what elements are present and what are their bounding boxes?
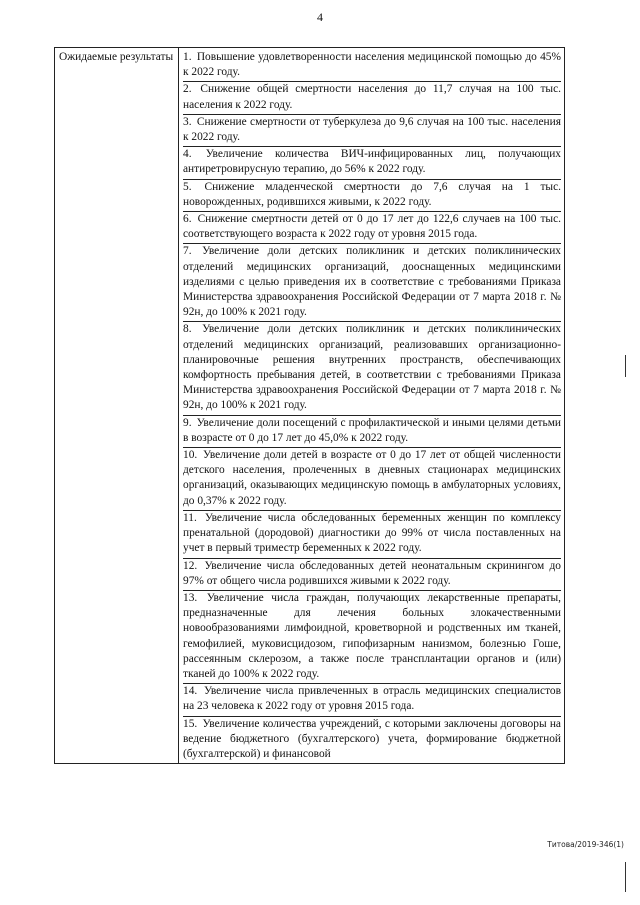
page-number: 4 [317,10,323,24]
result-item-text: Снижение общей смертности населения до 11,7 случая на 100 тыс. населения к 2022 году. [183,83,561,111]
row-label: Ожидаемые результаты [55,48,179,764]
result-item [183,50,561,82]
expected-results-table [54,47,565,764]
result-item-number: 3. [183,115,192,128]
result-item-text: Увеличение числа обследованных детей неонатальным скринингом до 97% от общего числа родившихся живыми к 2022 году. [183,559,561,587]
result-item-number: 11. [183,511,197,524]
result-item [183,511,561,559]
result-item-text: Повышение удовлетворенности населения медицинской помощью до 45% к 2022 году. [183,51,561,79]
result-item-number: 9. [183,416,192,429]
result-item-number: 4. [183,148,192,161]
result-item [183,180,561,212]
result-item-text: Увеличение числа привлеченных в отрасль медицинских специалистов на 23 человека к 2022 году от уровня 2015 года. [183,685,561,713]
table-row [55,48,565,764]
results-list [179,48,565,764]
result-item-text: Снижение младенческой смертности до 7,6 случая на 1 тыс. новорожденных, родившихся живыми, к 2022 году. [183,180,561,208]
result-item-number: 10. [183,449,198,462]
result-item-text: Увеличение доли детских поликлиник и детских поликлинических отделений медицинских организаций, реализовавших организационно-планировочные решения внутренних пространств, обеспечивающих комфортность пребывания детей, в соответствии с требованиями Приказа Министерства здравоохранения Российской Федерации от 7 марта 2018 г. № 92н, до 100% к 2021 году. [183,323,561,412]
result-item [183,147,561,179]
result-item-number: 12. [183,559,198,572]
scan-margin-mark [625,355,626,377]
result-item [183,115,561,147]
result-item-number: 2. [183,83,192,96]
document-code: Титова/2019-346(1) [547,840,624,849]
result-item-number: 7. [183,245,192,258]
result-item [183,212,561,244]
result-item-number: 6. [183,213,192,226]
result-item-number: 1. [183,51,192,63]
result-item-number: 13. [183,591,198,604]
result-item-text: Увеличение доли посещений с профилактической и иными целями детьми в возрасте от 0 до 17 лет до 45,0% к 2022 году. [183,416,561,444]
result-item-text: Увеличение доли детских поликлиник и детских поликлинических отделений медицинских организаций, дооснащенных медицинскими изделиями с целью приведения их в соответствие с требованиями Приказа Министерства здравоохранения Российской Федерации от 7 марта 2018 г. № 92н, до 100% к 2021 году. [183,245,561,319]
result-item [183,448,561,511]
scan-margin-mark [625,862,626,892]
result-item-text: Снижение смертности от туберкулеза до 9,6 случая на 100 тыс. населения к 2022 году. [183,115,561,144]
result-item-text: Увеличение количества учреждений, с которыми заключены договоры на ведение бюджетного (бухгалтерского) учета, формирование бюджетной (бухгалтерской) и финансовой [183,717,561,760]
result-item-text: Увеличение числа граждан, получающих лекарственные препараты, предназначенные для лечения больных злокачественными новообразованиями лимфоидной, кроветворной и родственных им тканей, гемофилией, муковисцидозом, гипофизарным нанизмом, болезнью Гоше, рассеянным склерозом, а также после трансплантации органов и (или) тканей до 100% к 2022 году. [183,591,561,680]
result-item-text: Увеличение доли детей в возрасте от 0 до 17 лет от общей численности детского населения, пролеченных в дневных стационарах медицинских организаций, оказывающих медицинскую помощь в амбулаторных условиях, до 0,37% к 2022 году. [183,449,561,507]
result-item-number: 15. [183,717,198,730]
result-item [183,559,561,591]
result-item [183,684,561,716]
result-item [183,591,561,684]
result-item-number: 8. [183,323,192,336]
result-item [183,82,561,114]
result-item [183,244,561,322]
result-item-number: 5. [183,180,192,193]
result-item [183,322,561,415]
result-item [183,416,561,448]
result-item-text: Увеличение количества ВИЧ-инфицированных лиц, получающих антиретровирусную терапию, до 56% к 2022 году. [183,148,561,176]
result-item-number: 14. [183,685,198,698]
result-item-text: Снижение смертности детей от 0 до 17 лет до 122,6 случаев на 100 тыс. соответствующего возраста к 2022 году от уровня 2015 года. [183,213,561,241]
result-item-text: Увеличение числа обследованных беременных женщин по комплексу пренатальной (дородовой) диагностики до 99% от числа поставленных на учет в первый триместр беременных к 2022 году. [183,511,561,555]
result-item [183,717,561,764]
